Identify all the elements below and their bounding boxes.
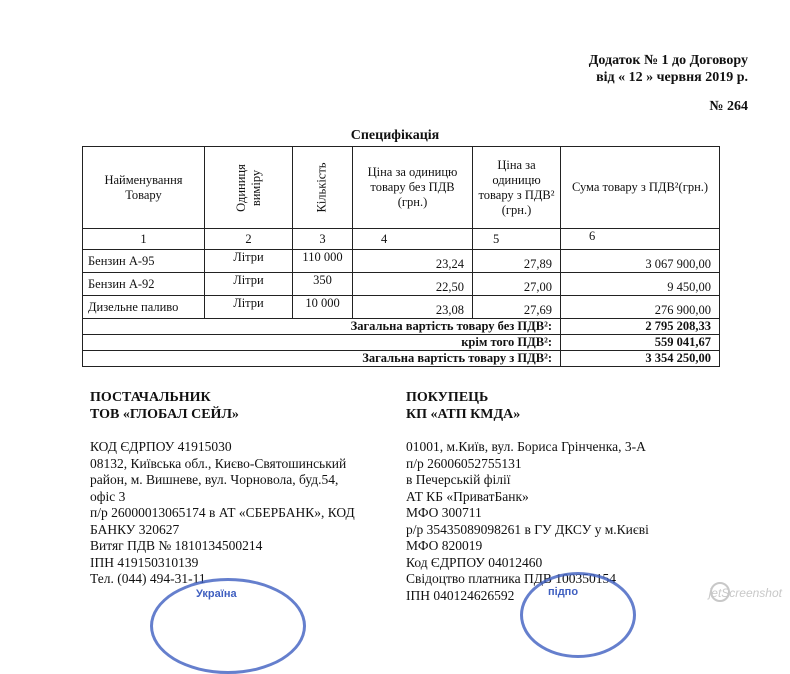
buyer-line: МФО 300711	[406, 505, 482, 520]
cell-price-vat: 27,69	[473, 296, 561, 319]
appendix-date: від « 12 » червня 2019 р.	[596, 70, 748, 85]
cell-sum: 3 067 900,00	[561, 250, 720, 273]
header-qty	[293, 147, 353, 229]
cell-qty: 110 000	[293, 250, 353, 273]
supplier-line: Витяг ПДВ № 1810134500214	[90, 538, 263, 553]
cell-qty: 10 000	[293, 296, 353, 319]
cell-name: Бензин А-95	[83, 250, 205, 273]
total-label: крім того ПДВ²:	[83, 335, 561, 351]
total-label: Загальна вартість товару без ПДВ²:	[83, 319, 561, 335]
col-number: 3	[293, 229, 353, 250]
col-number: 2	[205, 229, 293, 250]
cell-name: Дизельне паливо	[83, 296, 205, 319]
appendix-line: Додаток № 1 до Договору	[588, 53, 748, 68]
buyer-line: ІПН 040124626592	[406, 587, 515, 603]
buyer-line: АТ КБ «ПриватБанк»	[406, 488, 529, 504]
buyer-stamp-text: підпо	[548, 586, 579, 598]
buyer-role: ПОКУПЕЦЬ	[406, 390, 489, 405]
cell-price-no-vat: 22,50	[353, 273, 473, 296]
supplier-name: ТОВ «ГЛОБАЛ СЕЙЛ»	[90, 407, 239, 422]
supplier-block	[90, 389, 390, 588]
header-unit	[205, 147, 293, 229]
header-name: Найменування Товару	[83, 147, 205, 229]
total-label: Загальна вартість товару з ПДВ²:	[83, 351, 561, 367]
cell-sum: 9 450,00	[561, 273, 720, 296]
spec-table	[82, 146, 720, 367]
cell-unit: Літри	[205, 250, 293, 273]
col-number: 6	[561, 229, 720, 250]
cell-unit: Літри	[205, 273, 293, 296]
document-number: № 264	[709, 99, 748, 114]
col-number: 5	[473, 229, 561, 250]
header-qty-text: Кількість	[314, 162, 329, 213]
buyer-stamp	[520, 572, 636, 658]
supplier-line: 08132, Київська обл., Києво-Святошинський	[90, 455, 347, 471]
appendix-title	[589, 52, 748, 86]
supplier-line: КОД ЄДРПОУ 41915030	[90, 439, 232, 454]
supplier-line: Тел. (044) 494-31-11	[90, 571, 206, 586]
total-value: 2 795 208,33	[561, 319, 720, 335]
buyer-line: п/р 26006052755131	[406, 455, 522, 471]
buyer-name: КП «АТП КМДА»	[406, 407, 521, 422]
supplier-line: район, м. Вишневе, вул. Чорновола, буд.54,	[90, 472, 339, 487]
total-row	[83, 319, 720, 335]
col-number: 1	[83, 229, 205, 250]
col-number: 4	[353, 229, 473, 250]
cell-unit: Літри	[205, 296, 293, 319]
table-row	[83, 273, 720, 296]
header-price-vat: Ціна за одиницю товару з ПДВ² (грн.)	[473, 147, 561, 229]
header-row	[83, 147, 720, 229]
cell-sum: 276 900,00	[561, 296, 720, 319]
buyer-line: Свідоцтво платника ПДВ 100350154	[406, 571, 617, 586]
cell-price-vat: 27,89	[473, 250, 561, 273]
buyer-line: р/р 35435089098261 в ГУ ДКСУ у м.Києві	[406, 521, 649, 537]
buyer-line: Код ЄДРПОУ 04012460	[406, 554, 543, 570]
spec-title: Специфікація	[350, 128, 440, 143]
cell-price-vat: 27,00	[473, 273, 561, 296]
cell-price-no-vat: 23,08	[353, 296, 473, 319]
cell-price-no-vat: 23,24	[353, 250, 473, 273]
total-row	[83, 335, 720, 351]
column-number-row	[83, 229, 720, 250]
buyer-line: в Печерській філії	[406, 472, 511, 487]
header-price-no-vat: Ціна за одиницю товару без ПДВ (грн.)	[353, 147, 473, 229]
supplier-line: БАНКУ 320627	[90, 521, 180, 537]
supplier-stamp-text: Україна	[196, 588, 237, 600]
table-row	[83, 296, 720, 319]
total-value: 3 354 250,00	[561, 351, 720, 367]
watermark: jetScreenshot	[708, 586, 782, 600]
table-row	[83, 250, 720, 273]
header-sum-vat: Сума товару з ПДВ²(грн.)	[561, 147, 720, 229]
supplier-line: офіс 3	[90, 488, 126, 504]
supplier-role: ПОСТАЧАЛЬНИК	[90, 390, 211, 405]
buyer-block	[406, 389, 696, 604]
cell-qty: 350	[293, 273, 353, 296]
header-unit-text: Одиниця виміру	[233, 163, 263, 212]
cell-name: Бензин А-92	[83, 273, 205, 296]
total-row	[83, 351, 720, 367]
supplier-line: ІПН 419150310139	[90, 554, 199, 570]
total-value: 559 041,67	[561, 335, 720, 351]
buyer-line: МФО 820019	[406, 538, 483, 553]
supplier-line: п/р 26000013065174 в АТ «СБЕРБАНК», КОД	[90, 505, 355, 520]
buyer-line: 01001, м.Київ, вул. Бориса Грінченка, 3-А	[406, 439, 646, 454]
